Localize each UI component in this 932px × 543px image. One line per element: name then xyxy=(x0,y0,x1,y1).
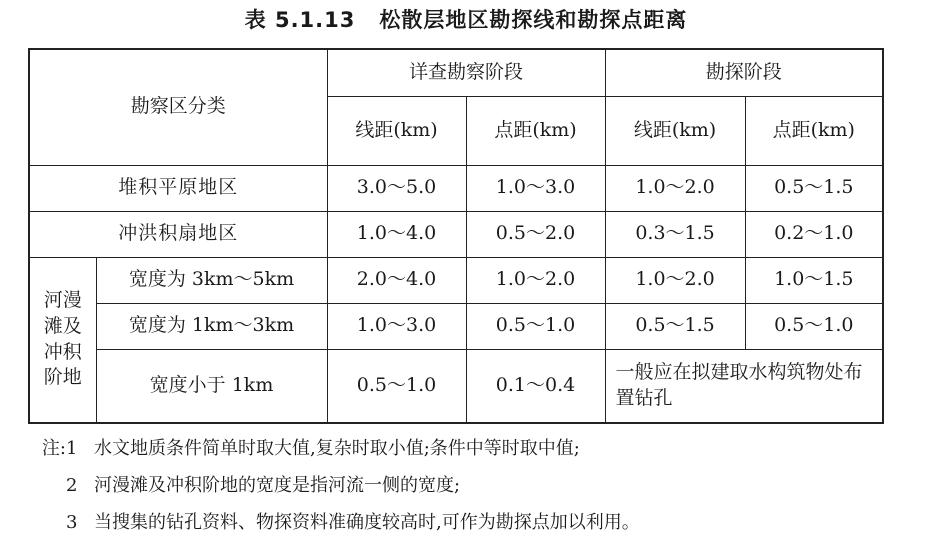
table-cell: 1.0～2.0 xyxy=(466,257,605,303)
row-label: 冲洪积扇地区 xyxy=(29,211,327,257)
note-prefix: 注: xyxy=(41,438,66,459)
table-cell: 0.5～1.0 xyxy=(745,303,883,349)
table-row xyxy=(29,257,883,303)
table-cell: 0.2～1.0 xyxy=(745,211,883,257)
table-cell: 1.0～4.0 xyxy=(327,211,466,257)
merged-note-cell: 一般应在拟建取水构筑物处布置钻孔 xyxy=(605,349,883,423)
note-item xyxy=(66,467,640,504)
exploration-stage-header: 勘探阶段 xyxy=(605,49,883,96)
row-label: 宽度小于 1km xyxy=(96,349,327,423)
table-cell: 0.3～1.5 xyxy=(605,211,745,257)
table-title xyxy=(0,4,932,34)
header-row-1 xyxy=(29,49,883,96)
note-number: 1 xyxy=(66,438,78,459)
river-group-label-line: 冲积 xyxy=(43,340,82,363)
detailed-stage-header: 详查勘察阶段 xyxy=(327,49,605,96)
table-cell: 0.5～1.0 xyxy=(466,303,605,349)
table-cell: 1.0～2.0 xyxy=(605,165,745,211)
table-cell: 0.5～1.5 xyxy=(605,303,745,349)
table-row xyxy=(29,303,883,349)
table-cell: 0.5～1.0 xyxy=(327,349,466,423)
row-label: 宽度为 1km～3km xyxy=(96,303,327,349)
table-row xyxy=(29,165,883,211)
note-text: 水文地质条件简单时取大值,复杂时取小值;条件中等时取中值; xyxy=(94,438,580,459)
note-text: 河漫滩及冲积阶地的宽度是指河流一侧的宽度; xyxy=(94,475,461,496)
note-item xyxy=(66,504,640,541)
river-group-label xyxy=(29,257,96,423)
spacing-table xyxy=(28,48,884,424)
table-cell: 1.0～3.0 xyxy=(466,165,605,211)
note-item xyxy=(41,430,640,467)
category-header: 勘察区分类 xyxy=(29,49,327,165)
row-label: 堆积平原地区 xyxy=(29,165,327,211)
table-cell: 3.0～5.0 xyxy=(327,165,466,211)
table-cell: 0.5～1.5 xyxy=(745,165,883,211)
row-label: 宽度为 3km～5km xyxy=(96,257,327,303)
sub-header: 点距(km) xyxy=(745,96,883,165)
sub-header: 线距(km) xyxy=(605,96,745,165)
table-cell: 1.0～3.0 xyxy=(327,303,466,349)
sub-header: 线距(km) xyxy=(327,96,466,165)
table-cell: 0.1～0.4 xyxy=(466,349,605,423)
table-cell: 1.0～1.5 xyxy=(745,257,883,303)
table-cell: 0.5～2.0 xyxy=(466,211,605,257)
table-cell: 1.0～2.0 xyxy=(605,257,745,303)
note-text: 当搜集的钻孔资料、物探资料准确度较高时,可作为勘探点加以利用。 xyxy=(94,512,640,533)
table-cell: 2.0～4.0 xyxy=(327,257,466,303)
note-number: 2 xyxy=(66,475,78,496)
table-title-text: 松散层地区勘探线和勘探点距离 xyxy=(379,8,688,32)
table-row xyxy=(29,211,883,257)
river-group-label-line: 河漫 xyxy=(43,289,82,312)
table-number: 表 5.1.13 xyxy=(244,8,356,32)
table-notes xyxy=(41,430,640,541)
river-group-label-line: 滩及 xyxy=(43,315,82,338)
note-number: 3 xyxy=(66,512,78,533)
sub-header: 点距(km) xyxy=(466,96,605,165)
table-row xyxy=(29,349,883,423)
river-group-label-line: 阶地 xyxy=(43,366,82,389)
